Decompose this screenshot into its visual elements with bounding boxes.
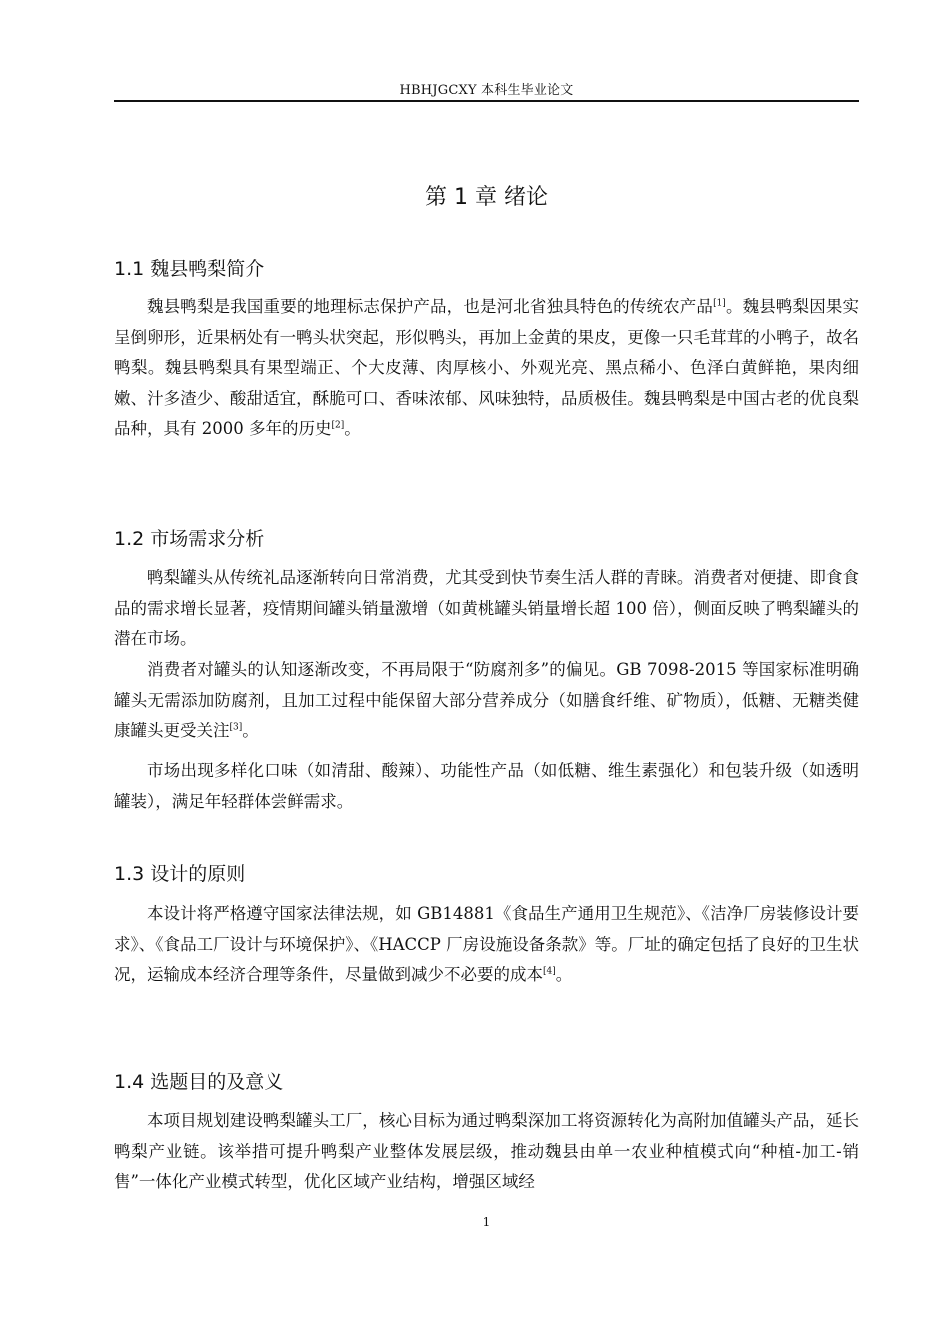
paragraph-1-2-2 (114, 655, 859, 747)
header-rule (114, 100, 859, 102)
paragraph-text: 。 (555, 965, 573, 984)
citation-ref: [1] (713, 298, 726, 309)
page-number: 1 (482, 1215, 491, 1229)
section-heading-1-3: 1.3 设计的原则 (114, 863, 246, 885)
running-header: HBHJGCXY 本科生毕业论文 (399, 83, 574, 98)
paragraph-1-1-1 (114, 292, 859, 445)
paragraph-text: 魏县鸭梨是我国重要的地理标志保护产品，也是河北省独具特色的传统农产品 (147, 297, 714, 316)
chapter-title: 第 1 章 绪论 (425, 185, 548, 210)
paragraph-text: 。 (242, 721, 259, 740)
paragraph-1-2-1: 鸭梨罐头从传统礼品逐渐转向日常消费，尤其受到快节奏生活人群的青睐。消费者对便捷、即食食品的需求增长显著，疫情期间罐头销量激增（如黄桃罐头销量增长超 100 倍），侧面反映了鸭梨罐头的潜在市场。 (114, 568, 859, 648)
paragraph-text: 。魏县鸭梨因果实呈倒卵形，近果柄处有一鸭头状突起，形似鸭头，再加上金黄的果皮，更像一只毛茸茸的小鸭子，故名鸭梨。魏县鸭梨具有果型端正、个大皮薄、肉厚核小、外观光亮、黑点稀小、色泽白黄鲜艳，果肉细嫩、汁多渣少、酸甜适宜，酥脆可口、香味浓郁、风味独特，品质极佳。魏县鸭梨是中国古老的优良梨品种，具有 2000 多年的历史 (114, 297, 860, 438)
paragraph-1-2-3: 市场出现多样化口味（如清甜、酸辣）、功能性产品（如低糖、维生素强化）和包装升级（如透明罐装），满足年轻群体尝鲜需求。 (114, 761, 859, 811)
section-heading-1-2: 1.2 市场需求分析 (114, 528, 265, 550)
paragraph-1-4-1: 本项目规划建设鸭梨罐头工厂，核心目标为通过鸭梨深加工将资源转化为高附加值罐头产品，延长鸭梨产业链。该举措可提升鸭梨产业整体发展层级，推动魏县由单一农业种植模式向“种植-加工-销售”一体化产业模式转型，优化区域产业结构，增强区域经 (114, 1111, 859, 1191)
paragraph-text: 消费者对罐头的认知逐渐改变，不再局限于“防腐剂多”的偏见。GB 7098-2015 等国家标准明确罐头无需添加防腐剂，且加工过程中能保留大部分营养成分（如膳食纤维、矿物质），低糖、无糖类健康罐头更受关注 (114, 660, 859, 740)
paragraph-1-3-1 (114, 899, 859, 991)
section-heading-1-4: 1.4 选题目的及意义 (114, 1071, 284, 1093)
citation-ref: [2] (331, 420, 345, 431)
citation-ref: [3] (229, 722, 243, 733)
paragraph-text: 本设计将严格遵守国家法律法规，如 GB14881《食品生产通用卫生规范》、《洁净厂房装修设计要求》、《食品工厂设计与环境保护》、《HACCP 厂房设施设备条款》等。厂址的确定包括了良好的卫生状况，运输成本经济合理等条件，尽量做到减少不必要的成本 (114, 904, 859, 984)
citation-ref: [4] (543, 966, 556, 977)
paragraph-text: 。 (344, 419, 361, 438)
section-heading-1-1: 1.1 魏县鸭梨简介 (114, 258, 265, 280)
